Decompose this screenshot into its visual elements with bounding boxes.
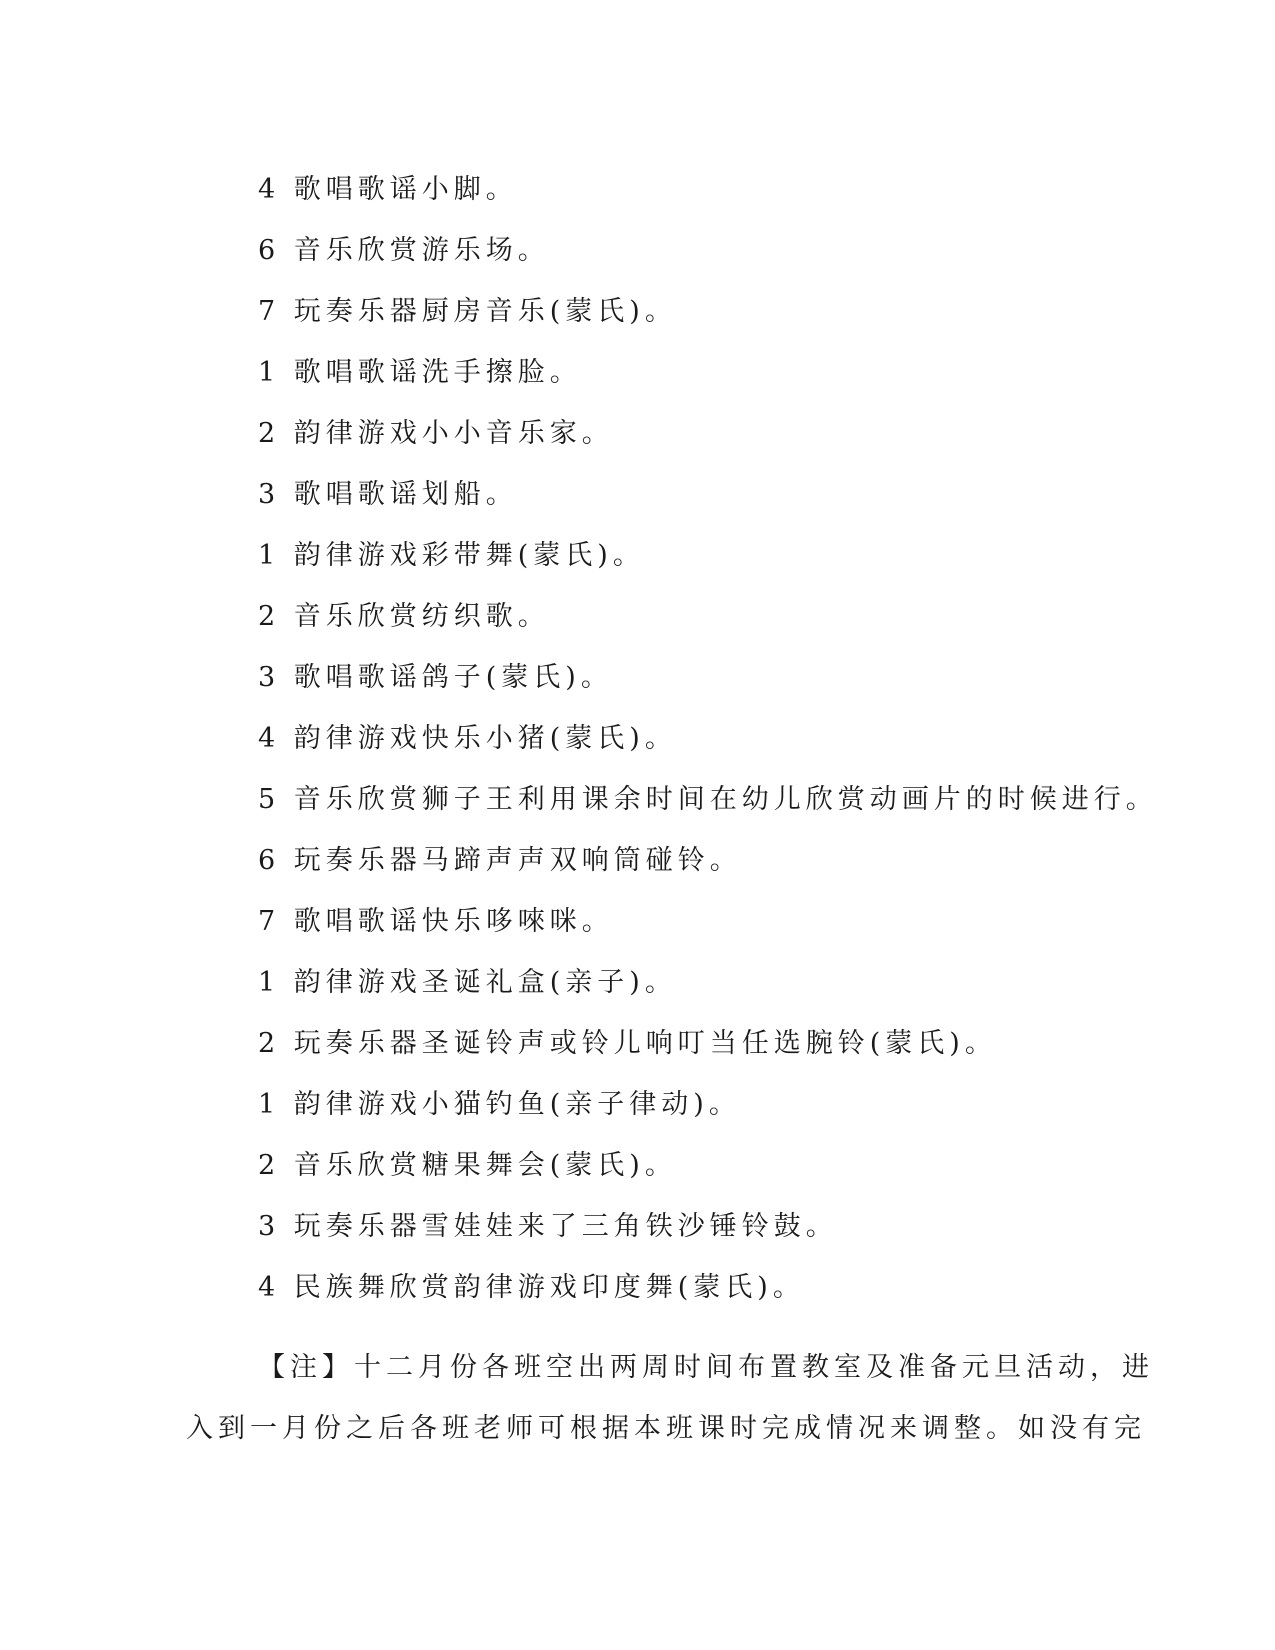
activity-item: 7 歌唱歌谣快乐哆唻咪。 [258, 906, 614, 937]
activity-item: 5 音乐欣赏狮子王利用课余时间在幼儿欣赏动画片的时候进行。 [258, 784, 1158, 815]
activity-item: 4 韵律游戏快乐小猪(蒙氏)。 [258, 723, 677, 754]
activity-item: 2 玩奏乐器圣诞铃声或铃儿响叮当任选腕铃(蒙氏)。 [258, 1028, 997, 1059]
note-line-2: 入到一月份之后各班老师可根据本班课时完成情况来调整。如没有完 [186, 1413, 1146, 1444]
activity-item: 2 音乐欣赏糖果舞会(蒙氏)。 [258, 1150, 677, 1181]
activity-item: 1 韵律游戏小猫钓鱼(亲子律动)。 [258, 1089, 741, 1120]
activity-list [258, 168, 1158, 1327]
activity-item: 2 韵律游戏小小音乐家。 [258, 418, 614, 449]
activity-item: 4 民族舞欣赏韵律游戏印度舞(蒙氏)。 [258, 1272, 805, 1303]
activity-item: 1 韵律游戏圣诞礼盒(亲子)。 [258, 967, 677, 998]
note-line-1: 【注】十二月份各班空出两周时间布置教室及准备元旦活动，进 [258, 1352, 1154, 1383]
activity-item: 7 玩奏乐器厨房音乐(蒙氏)。 [258, 296, 677, 327]
activity-item: 6 玩奏乐器马蹄声声双响筒碰铃。 [258, 845, 742, 876]
activity-item: 3 玩奏乐器雪娃娃来了三角铁沙锤铃鼓。 [258, 1211, 838, 1242]
activity-item: 6 音乐欣赏游乐场。 [258, 235, 550, 266]
note-paragraph [186, 1337, 1154, 1459]
activity-item: 3 歌唱歌谣鸽子(蒙氏)。 [258, 662, 613, 693]
activity-item: 2 音乐欣赏纺织歌。 [258, 601, 550, 632]
activity-item: 1 韵律游戏彩带舞(蒙氏)。 [258, 540, 645, 571]
activity-item: 3 歌唱歌谣划船。 [258, 479, 518, 510]
activity-item: 4 歌唱歌谣小脚。 [258, 174, 518, 205]
activity-item: 1 歌唱歌谣洗手擦脸。 [258, 357, 582, 388]
